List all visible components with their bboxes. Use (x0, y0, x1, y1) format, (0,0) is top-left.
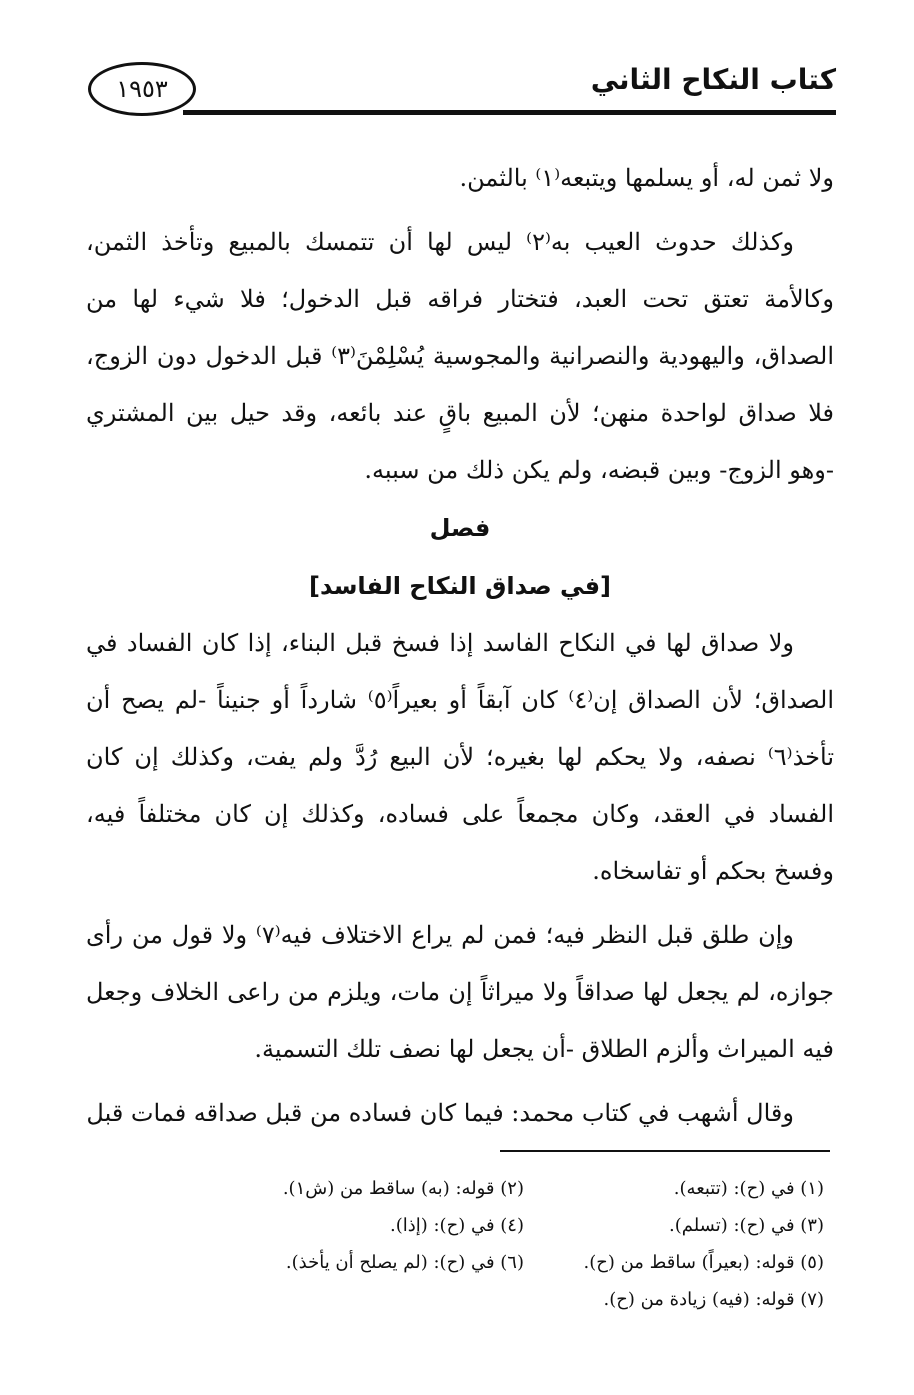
footnote-4: (٤) في (ح): (إذا). (389, 1215, 524, 1236)
paragraph-4: وإن طلق قبل النظر فيه؛ فمن لم يراع الاختلاف فيه⁽٧⁾ ولا قول من رأى جوازه، لم يجعل لها صداقاً ولا ميراثاً إن مات، ويلزم من راعى الخلاف وجعل فيه الميراث وألزم الطلاق -أن يجعل لها نصف تلك التسمية. (86, 921, 834, 1063)
paragraph-5: وقال أشهب في كتاب محمد: فيما كان فساده من قبل صداقه فمات قبل (86, 1099, 794, 1127)
page-number: ١٩٥٣ (116, 75, 168, 103)
paragraph-3: ولا صداق لها في النكاح الفاسد إذا فسخ قبل البناء، إذا كان الفساد في الصداق؛ لأن الصداق إن⁽٤⁾ كان آبقاً أو بعيراً⁽٥⁾ شارداً أو جنيناً -لم يصح أن تأخذ⁽٦⁾ نصفه، ولا يحكم لها بغيره؛ لأن البيع رُدَّ ولم يفت، وكذلك إن كان الفساد في العقد، وكان مجمعاً على فساده، وكذلك إن كان مختلفاً فيه، وفسخ بحكم أو تفاسخاه. (86, 629, 835, 885)
footnote-row (150, 1281, 824, 1318)
footnote-rule (500, 1150, 830, 1152)
footnote-2: (٢) قوله: (به) ساقط من (ش١). (282, 1178, 524, 1199)
paragraph-2: وكذلك حدوث العيب به⁽٢⁾ ليس لها أن تتمسك بالمبيع وتأخذ الثمن، وكالأمة تعتق تحت العبد، فتختار فراقه قبل الدخول؛ فلا شيء لها من الصداق، واليهودية والنصرانية والمجوسية يُسْلِمْنَ⁽٣⁾ قبل الدخول دون الزوج، فلا صداق لواحدة منهن؛ لأن المبيع باقٍ عند بائعه، وقد حيل بين المشتري -وهو الزوج- وبين قبضه، ولم يكن ذلك من سببه. (86, 228, 834, 484)
book-title: كتاب النكاح الثاني (590, 63, 836, 96)
section-heading: فصل (429, 514, 491, 542)
section-subheading: [في صداق النكاح الفاسد] (308, 572, 612, 600)
footnote-row (150, 1170, 824, 1207)
footnote-3: (٣) في (ح): (تسلم). (669, 1215, 824, 1236)
footnote-1: (١) في (ح): (تتبعه). (673, 1178, 824, 1199)
footnotes (150, 1170, 824, 1318)
paragraph-1: ولا ثمن له، أو يسلمها ويتبعه⁽١⁾ بالثمن. (459, 164, 834, 192)
page-header (88, 52, 836, 120)
footnote-6: (٦) في (ح): (لم يصلح أن يأخذ). (285, 1252, 524, 1273)
footnote-7: (٧) قوله: (فيه) زيادة من (ح). (603, 1289, 824, 1310)
footnote-row (150, 1244, 824, 1281)
main-text (86, 150, 834, 1142)
header-rule (183, 110, 836, 115)
page-number-badge (88, 62, 196, 116)
footnote-row (150, 1207, 824, 1244)
footnote-5: (٥) قوله: (بعيراً) ساقط من (ح). (583, 1252, 824, 1273)
